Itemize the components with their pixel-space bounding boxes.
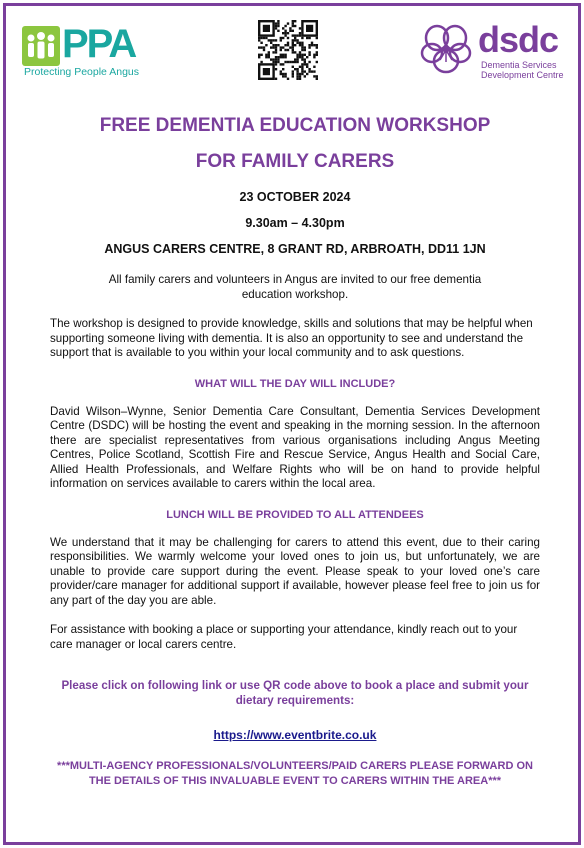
ppa-logo bbox=[22, 20, 152, 80]
event-title-line1: FREE DEMENTIA EDUCATION WORKSHOP bbox=[99, 115, 491, 136]
dsdc-logo bbox=[418, 18, 568, 84]
day-details-paragraph: David Wilson–Wynne, Senior Dementia Care Consultant, Dementia Services Development Centre (DSDC) will be hosting the event and speaking in the morning session. In the afternoon there are specialist representatives from various organisations including Angus Meeting Centres, Police Scotland, Scottish Fire and Rescue Service, Angus Health and Social Care, Allied Health Professionals, and Welfare Rights who will be on hand to provide helpful information on services available to carers within the local area. bbox=[50, 404, 540, 490]
ppa-tagline: Protecting People Angus bbox=[24, 66, 139, 78]
dsdc-tagline-line1: Dementia Services bbox=[481, 60, 557, 70]
people-group-icon bbox=[22, 26, 60, 66]
ppa-logo-text: PPA bbox=[62, 22, 136, 66]
care-note-paragraph: We understand that it may be challenging for carers to attend this event, due to their caring responsibilities. We warmly welcome your loved ones to join us, but unfortunately, we are unable to provide care support during the event. Please speak to your loved one’s care provider/care manager for additional support if available, however please feel free to join us for any part of the day you are able. bbox=[50, 535, 540, 607]
booking-cta: Please click on following link or use QR code above to book a place and submit your dietary requirements: bbox=[61, 679, 529, 707]
event-venue: ANGUS CARERS CENTRE, 8 GRANT RD, ARBROATH, DD11 1JN bbox=[104, 242, 486, 256]
event-time: 9.30am – 4.30pm bbox=[245, 216, 345, 230]
intro-paragraph: The workshop is designed to provide knowledge, skills and solutions that may be helpful when supporting someone living with dementia. It is also an opportunity to see and understand the support that is available to you within your local community and to ask questions. bbox=[50, 317, 533, 359]
qr-code[interactable] bbox=[258, 20, 318, 80]
assistance-paragraph: For assistance with booking a place or supporting your attendance, kindly reach out to your care manager or local carers centre. bbox=[50, 623, 518, 651]
flyer-content bbox=[50, 114, 540, 789]
header bbox=[6, 6, 584, 96]
lunch-heading: LUNCH WILL BE PROVIDED TO ALL ATTENDEES bbox=[166, 508, 424, 521]
dsdc-tagline bbox=[481, 60, 564, 80]
invite-text: All family carers and volunteers in Angus are invited to our free dementia education workshop. bbox=[108, 273, 482, 301]
pansy-flower-icon bbox=[418, 20, 474, 76]
eventbrite-link[interactable]: https://www.eventbrite.co.uk bbox=[213, 728, 377, 742]
dsdc-tagline-line2: Development Centre bbox=[481, 70, 564, 80]
dsdc-logo-text: dsdc bbox=[478, 19, 559, 60]
event-date: 23 OCTOBER 2024 bbox=[239, 190, 351, 204]
day-heading: WHAT WILL THE DAY WILL INCLUDE? bbox=[194, 377, 396, 390]
page-border bbox=[3, 3, 581, 845]
event-title-line2: FOR FAMILY CARERS bbox=[195, 151, 395, 172]
footer-notice: ***MULTI-AGENCY PROFESSIONALS/VOLUNTEERS/PAID CARERS PLEASE FORWARD ON THE DETAILS OF THIS INVALUABLE EVENT TO CARERS WITHIN THE AREA*** bbox=[57, 760, 533, 787]
